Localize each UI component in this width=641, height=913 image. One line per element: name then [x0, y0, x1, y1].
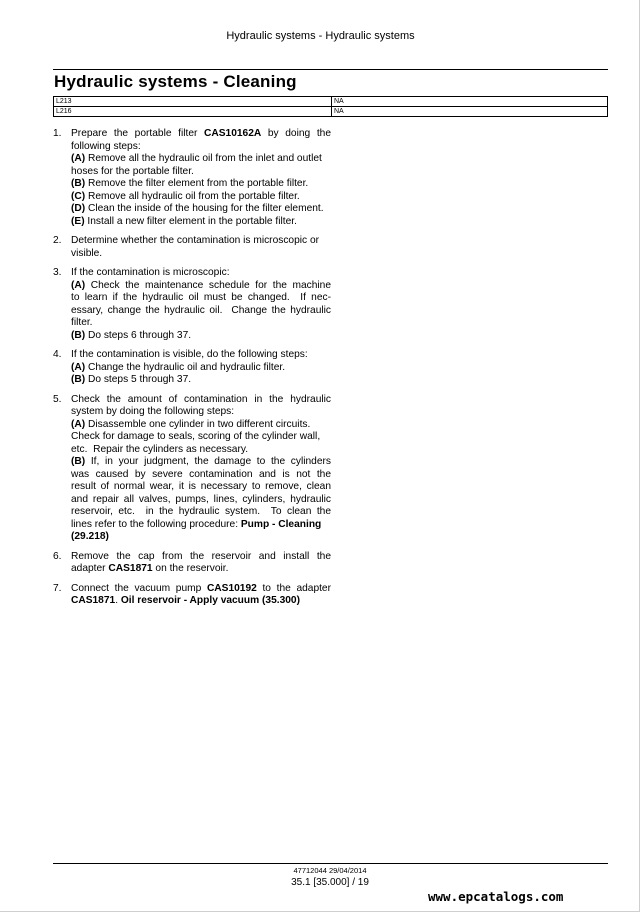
step-line	[71, 216, 331, 229]
step-text-bold: (A)	[71, 279, 86, 291]
step-text: Install a new filter element in the portable filter.	[84, 215, 297, 227]
title-rule	[53, 69, 608, 70]
step-text: Change the hydraulic oil and hydraulic filter.	[85, 361, 286, 373]
step-text: essary, change the hydraulic oil. Change the hydraulic	[71, 304, 331, 316]
step-number: 6.	[53, 550, 62, 562]
step-line	[71, 444, 331, 457]
step-line	[71, 349, 331, 362]
step-text: system by doing the following steps:	[71, 406, 235, 417]
step-text: Check the maintenance schedule for the machine	[85, 279, 331, 291]
step-text: filter.	[71, 317, 93, 328]
step-text: Determine whether the contamination is microscopic or	[71, 235, 320, 246]
step-text: reservoir, etc. in the hydraulic system. To clean the	[71, 506, 331, 517]
step-text: Connect the vacuum pump	[71, 582, 207, 594]
step-line	[71, 595, 331, 608]
step-line	[71, 506, 331, 519]
procedure-step	[53, 394, 331, 544]
step-text: Prepare the portable filter	[71, 128, 205, 139]
step-number: 7.	[53, 582, 62, 594]
step-text-bold: (E)	[71, 215, 85, 227]
step-text: to the adapter	[256, 582, 331, 594]
section-title: Hydraulic systems - Cleaning	[54, 72, 297, 91]
step-text-bold: (D)	[71, 203, 86, 214]
footer-page-ref: 35.1 [35.000] / 19	[291, 877, 369, 888]
step-text-bold: (B)	[71, 374, 86, 385]
step-text-bold: (B)	[71, 456, 86, 467]
procedure-steps	[53, 128, 331, 615]
step-text-bold: (B)	[71, 329, 86, 341]
step-text-bold: Pump - Cleaning	[240, 518, 322, 530]
status-cell: NA	[332, 107, 608, 117]
step-text: If, in your judgment, the damage to the cylinders	[85, 456, 331, 467]
step-line	[71, 563, 331, 576]
step-line	[71, 519, 331, 532]
step-line	[71, 551, 331, 564]
step-text: lines refer to the following procedure:	[71, 518, 241, 530]
step-line	[71, 280, 331, 293]
step-line	[71, 419, 331, 432]
step-line	[71, 374, 331, 387]
step-text-bold: Oil reservoir - Apply vacuum (35.300)	[120, 595, 300, 606]
step-text-bold: (29.218)	[71, 531, 109, 542]
step-text: and repair all valves, pumps, lines, cylinders, hydraulic	[71, 493, 331, 505]
procedure-step	[53, 551, 331, 576]
step-text: following steps:	[71, 140, 141, 152]
step-text: If the contamination is microscopic:	[71, 267, 230, 278]
status-cell: NA	[332, 97, 608, 107]
step-number: 3.	[53, 267, 62, 278]
step-line	[71, 128, 331, 141]
step-text: Clean the inside of the housing for the filter element.	[85, 203, 324, 214]
step-text-bold: (A)	[71, 361, 86, 373]
step-text: hoses for the portable filter.	[71, 165, 194, 177]
step-text-bold: CAS1871	[108, 563, 153, 574]
footer-doc-ref: 47712044 29/04/2014	[293, 866, 367, 875]
step-text: was caused by severe contamination and is not the	[71, 468, 331, 480]
step-line	[71, 191, 331, 204]
model-applicability-table	[53, 96, 608, 117]
step-text-bold: (C)	[71, 190, 86, 202]
step-line	[71, 166, 331, 179]
step-text-bold: CAS10162A	[204, 128, 262, 139]
step-text: Do steps 5 through 37.	[85, 374, 192, 385]
procedure-step	[53, 128, 331, 228]
step-text-bold: (B)	[71, 178, 86, 189]
step-line	[71, 469, 331, 482]
step-text: Remove all hydraulic oil from the portable filter.	[85, 190, 300, 202]
step-text: result of normal wear, it is necessary to remove, clean	[71, 481, 331, 492]
step-line	[71, 531, 331, 544]
step-text: Check for damage to seals, scoring of the cylinder wall,	[71, 431, 321, 442]
step-text: Disassemble one cylinder in two different circuits.	[85, 418, 311, 430]
procedure-step	[53, 349, 331, 387]
watermark-url: www.epcatalogs.com	[428, 889, 564, 904]
procedure-step	[53, 583, 331, 608]
model-cell: L213	[54, 97, 332, 107]
step-line	[71, 267, 331, 280]
step-number: 5.	[53, 393, 62, 405]
procedure-step	[53, 267, 331, 342]
step-line	[71, 235, 331, 248]
table-row	[54, 107, 608, 117]
step-number: 2.	[53, 235, 62, 246]
step-text-bold: (A)	[71, 153, 86, 164]
step-text: Remove all the hydraulic oil from the inlet and outlet	[85, 153, 322, 164]
table-row	[54, 97, 608, 107]
step-line	[71, 456, 331, 469]
step-line	[71, 330, 331, 343]
step-text: If the contamination is visible, do the following steps:	[71, 349, 308, 360]
step-text: on the reservoir.	[152, 563, 229, 574]
step-line	[71, 153, 331, 166]
step-text-bold: CAS1871	[71, 595, 116, 606]
step-line	[71, 203, 331, 216]
step-line	[71, 141, 331, 154]
step-text-bold: (A)	[71, 418, 86, 430]
step-text: .	[115, 595, 121, 606]
step-line	[71, 494, 331, 507]
running-header: Hydraulic systems - Hydraulic systems	[226, 30, 415, 42]
step-line	[71, 178, 331, 191]
step-text: Check the amount of contamination in the hydraulic	[71, 393, 331, 405]
step-text: by doing the	[261, 128, 331, 139]
footer-rule	[53, 863, 608, 864]
model-cell: L216	[54, 107, 332, 117]
step-text-bold: CAS10192	[206, 582, 257, 594]
step-line	[71, 317, 331, 330]
step-text: Remove the cap from the reservoir and install the	[71, 550, 331, 562]
step-line	[71, 431, 331, 444]
step-line	[71, 406, 331, 419]
step-line	[71, 292, 331, 305]
step-text: visible.	[71, 247, 103, 259]
step-number: 4.	[53, 349, 62, 360]
step-text: Remove the filter element from the portable filter.	[85, 178, 309, 189]
procedure-step	[53, 235, 331, 260]
step-line	[71, 305, 331, 318]
step-line	[71, 394, 331, 407]
step-number: 1.	[53, 128, 62, 139]
step-text: to learn if the hydraulic oil must be changed. If nec-	[71, 292, 331, 303]
step-text: adapter	[71, 563, 109, 574]
step-line	[71, 248, 331, 261]
step-line	[71, 362, 331, 375]
step-text: Do steps 6 through 37.	[85, 329, 192, 341]
step-text: etc. Repair the cylinders as necessary.	[71, 443, 249, 455]
step-line	[71, 583, 331, 596]
step-line	[71, 481, 331, 494]
